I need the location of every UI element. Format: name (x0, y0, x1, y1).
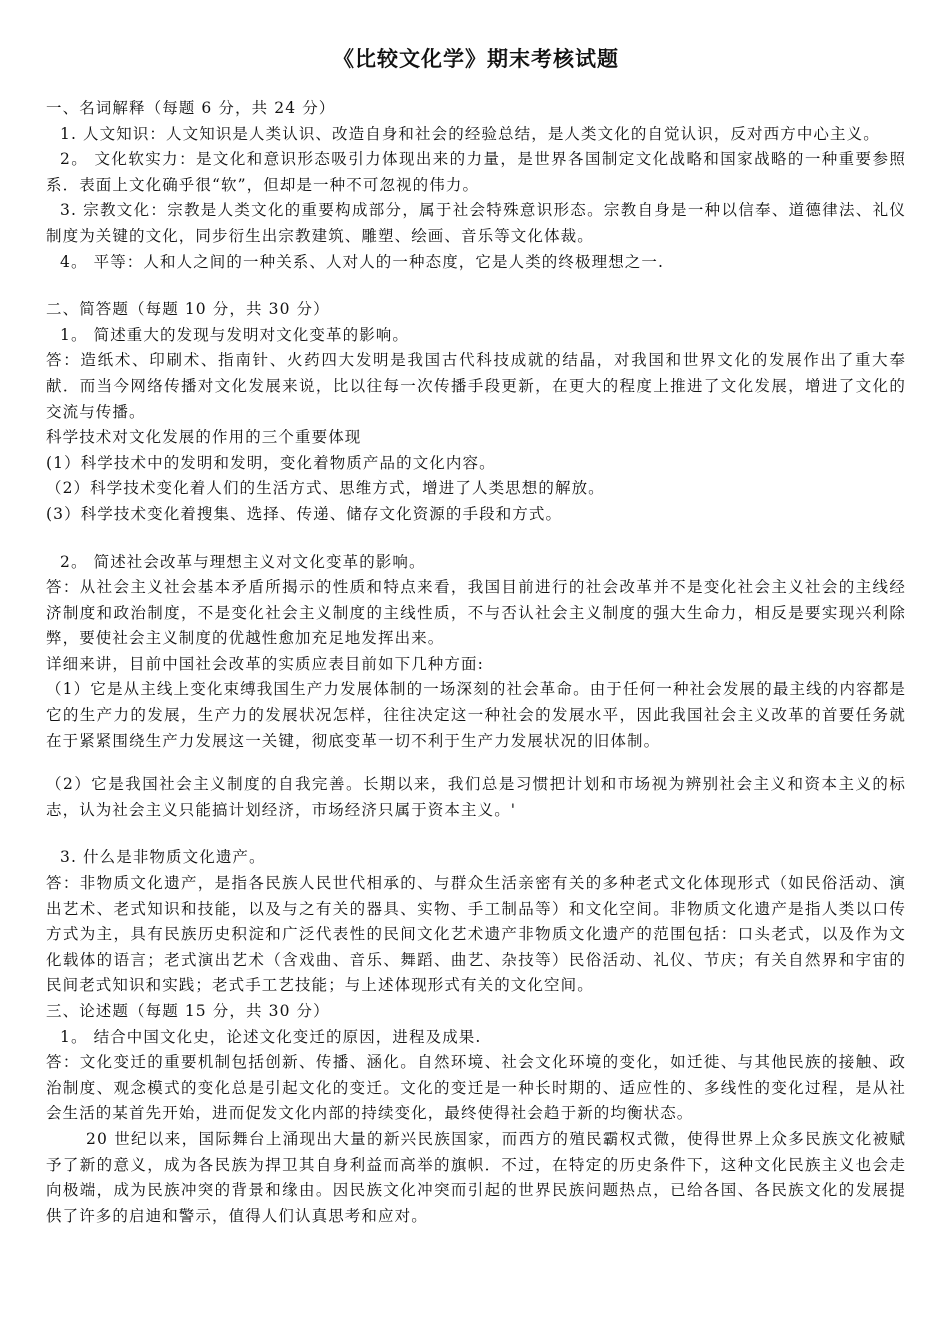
answer-point: （1）它是从主线上变化束缚我国生产力发展体制的一场深刻的社会革命。由于任何一种社会发展的最主线的内容都是它的生产力的发展，生产力的发展状况怎样，往往决定这一种社会的发展水平，因此我国社会主义改革的首要任务就在于紧紧围绕生产力发展这一关键，彻底变革一切不利于生产力发展状况的旧体制。 (46, 680, 906, 750)
answer-line: 科学技术对文化发展的作用的三个重要体现 (46, 428, 362, 447)
answer-line: 详细来讲，目前中国社会改革的实质应表目前如下几种方面: (46, 654, 484, 673)
section-terms (46, 96, 906, 275)
question: 3. 什么是非物质文化遗产。 (60, 848, 266, 867)
term-item: 3. 宗教文化：宗教是人类文化的重要构成部分，属于社会特殊意识形态。宗教自身是一种以信奉、道德律法、礼仪制度为关键的文化，同步衍生出宗教建筑、雕塑、绘画、音乐等文化体裁。 (46, 201, 906, 245)
answer-line: (1）科学技术中的发明和发明，变化着物质产品的文化内容。 (46, 453, 496, 472)
answer: 答：文化变迁的重要机制包括创新、传播、涵化。自然环境、社会文化环境的变化，如迁徙、与其他民族的接触、政治制度、观念模式的变化总是引起文化的变迁。文化的变迁是一种长时期的、适应性的、多线性的变化过程，是从社会生活的某首先开始，进而促发文化内部的持续变化，最终使得社会趋于新的均衡状态。 (46, 1053, 906, 1123)
section-heading: 三、论述题（每题 15 分，共 30 分） (46, 1002, 330, 1020)
section-heading: 二、简答题（每题 10 分，共 30 分） (46, 300, 330, 319)
answer-point: （2）它是我国社会主义制度的自我完善。长期以来，我们总是习惯把计划和市场视为辨别社会主义和资本主义的标志，认为社会主义只能搞计划经济，市场经济只属于资本主义。' (46, 775, 906, 819)
answer-line: (3）科学技术变化着搜集、选择、传递、储存文化资源的手段和方式。 (46, 504, 563, 523)
question: 1。 结合中国文化史，论述文化变迁的原因，进程及成果. (60, 1027, 482, 1046)
spacer (46, 528, 906, 550)
answer-paragraph: 20 世纪以来，国际舞台上涌现出大量的新兴民族国家，而西方的殖民霸权式微，使得世界上众多民族文化被赋予了新的意义，成为各民族为捍卫其自身利益而高举的旗帜．不过，在特定的历史条件下，这种文化民族主义也会走向极端，成为民族冲突的背景和缘由。因民族文化冲突而引起的世界民族问题热点，已给各国、各民族文化的发展提供了许多的启迪和警示，值得人们认真思考和应对。 (46, 1129, 906, 1225)
section-short-answer (46, 297, 906, 999)
spacer (46, 823, 906, 845)
section-heading: 一、名词解释（每题 6 分，共 24 分） (46, 99, 336, 117)
page-title: 《比较文化学》期末考核试题 (333, 47, 619, 71)
question: 2。 简述社会改革与理想主义对文化变革的影响。 (60, 552, 426, 571)
section-essay (46, 999, 906, 1229)
term-item: 4。 平等：人和人之间的一种关系、人对人的一种态度，它是人类的终极理想之一. (60, 252, 665, 271)
answer: 答：从社会主义社会基本矛盾所揭示的性质和特点来看，我国目前进行的社会改革并不是变化社会主义社会的主线经济制度和政治制度，不是变化社会主义制度的主线性质，不与否认社会主义制度的强大生命力，相反是要实现兴利除弊，要使社会主义制度的优越性愈加充足地发挥出来。 (46, 578, 906, 648)
question: 1。 简述重大的发现与发明对文化变革的影响。 (60, 325, 409, 344)
spacer (46, 275, 906, 297)
answer: 答：造纸术、印刷术、指南针、火药四大发明是我国古代科技成就的结晶，对我国和世界文化的发展作出了重大奉献．而当今网络传播对文化发展来说，比以往每一次传播手段更新，在更大的程度上推进了文化发展，增进了文化的交流与传播。 (46, 351, 906, 421)
answer-line: （2）科学技术变化着人们的生活方式、思维方式，增进了人类思想的解放。 (46, 479, 605, 498)
term-item: 1. 人文知识：人文知识是人类认识、改造自身和社会的经验总结，是人类文化的自觉认识，反对西方中心主义。 (60, 124, 880, 143)
answer: 答：非物质文化遗产，是指各民族人民世代相承的、与群众生活亲密有关的多种老式文化体现形式（如民俗活动、演出艺术、老式知识和技能，以及与之有关的器具、实物、手工制品等）和文化空间。非物质文化遗产是指人类以口传方式为主，具有民族历史积淀和广泛代表性的民间文化艺术遗产非物质文化遗产的范围包括：口头老式，以及作为文化载体的语言；老式演出艺术（含戏曲、音乐、舞蹈、曲艺、杂技等）民俗活动、礼仪、节庆；有关自然界和宇宙的民间老式知识和实践；老式手工艺技能；与上述体现形式有关的文化空间。 (46, 874, 906, 995)
term-item: 2。 文化软实力：是文化和意识形态吸引力体现出来的力量，是世界各国制定文化战略和国家战略的一种重要参照系．表面上文化确乎很“软”，但却是一种不可忽视的伟力。 (46, 150, 906, 194)
spacer (46, 754, 906, 772)
